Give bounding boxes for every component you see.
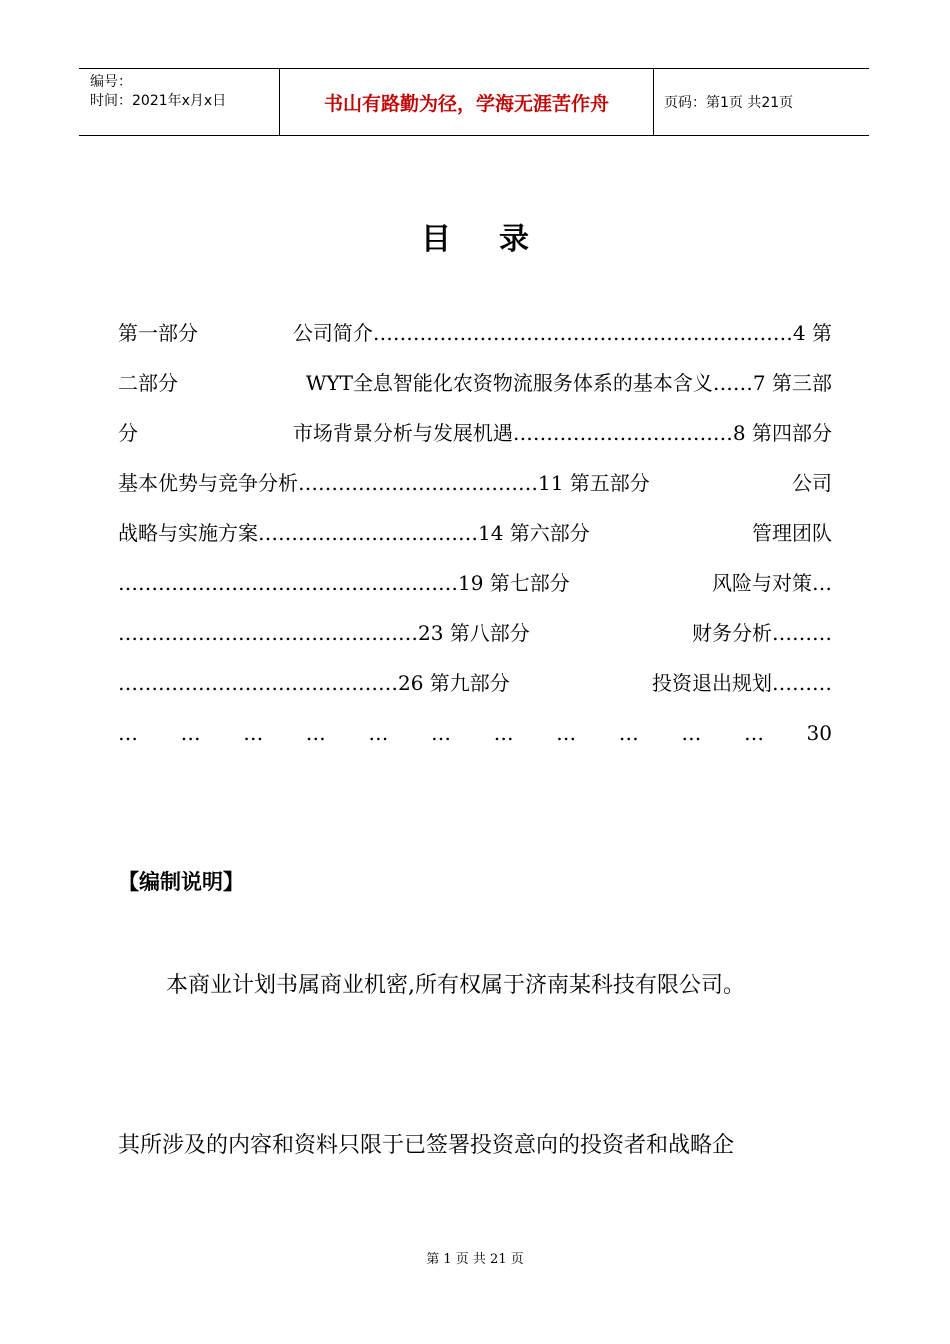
toc-segment: 二部分 [118,371,178,395]
toc-segment: WYT全息智能化农资物流服务体系的基本含义……7 第三部 [305,371,832,395]
toc-segment: ……………………………………………19 第七部分 [118,571,570,595]
toc-segment: … [243,721,264,745]
note-heading: 【编制说明】 [118,870,244,894]
toc-line [118,468,832,498]
toc-segment: ……………………………………26 第九部分 [118,671,510,695]
page-title: 目录 [421,222,577,257]
toc-segment: … [681,721,702,745]
header-page-info: 页码：第1页 共21页 [664,95,794,111]
toc-segment: … [493,721,514,745]
page-footer: 第 1 页 共 21 页 [426,1252,524,1267]
toc-segment: 公司 [792,471,832,495]
toc-segment: … [618,721,639,745]
toc-segment: … [305,721,326,745]
toc-segment: … [180,721,201,745]
toc-segment: … [743,721,764,745]
toc-line [118,318,832,348]
header-meta [79,69,280,135]
toc-segment: 市场背景分析与发展机遇……………………………8 第四部分 [292,421,832,445]
note-paragraph-2: 其所涉及的内容和资料只限于已签署投资意向的投资者和战略企 [118,1133,735,1158]
document-time-label: 时间：2021年x月x日 [90,93,227,109]
note-paragraph-1: 本商业计划书属商业机密,所有权属于济南某科技有限公司。 [166,973,745,998]
toc-line [118,718,832,748]
toc-segment: 基本优势与竞争分析………………………………11 第五部分 [118,471,650,495]
toc-segment: 管理团队 [752,521,832,545]
toc-segment: 第一部分 [118,321,198,345]
toc-segment: 财务分析……… [692,621,832,645]
toc-segment: 分 [118,421,138,445]
toc-line [118,668,832,698]
toc-segment: … [430,721,451,745]
toc-line [118,368,832,398]
toc-segment: 30 [806,721,832,745]
toc-segment: 公司简介………………………………………………………4 第 [292,321,832,345]
toc-line [118,618,832,648]
toc-line [118,518,832,548]
toc-segment: 战略与实施方案……………………………14 第六部分 [118,521,590,545]
toc-segment: ………………………………………23 第八部分 [118,621,530,645]
header-motto: 书山有路勤为径，学海无涯苦作舟 [280,69,654,135]
toc-segment: 风险与对策… [712,571,832,595]
toc-line [118,568,832,598]
page-header [79,68,869,136]
toc-line [118,418,832,448]
toc-segment: … [118,721,138,745]
toc-segment: … [556,721,577,745]
toc-segment: 投资退出规划……… [652,671,832,695]
toc-segment: … [368,721,389,745]
document-number-label: 编号： [90,74,132,90]
